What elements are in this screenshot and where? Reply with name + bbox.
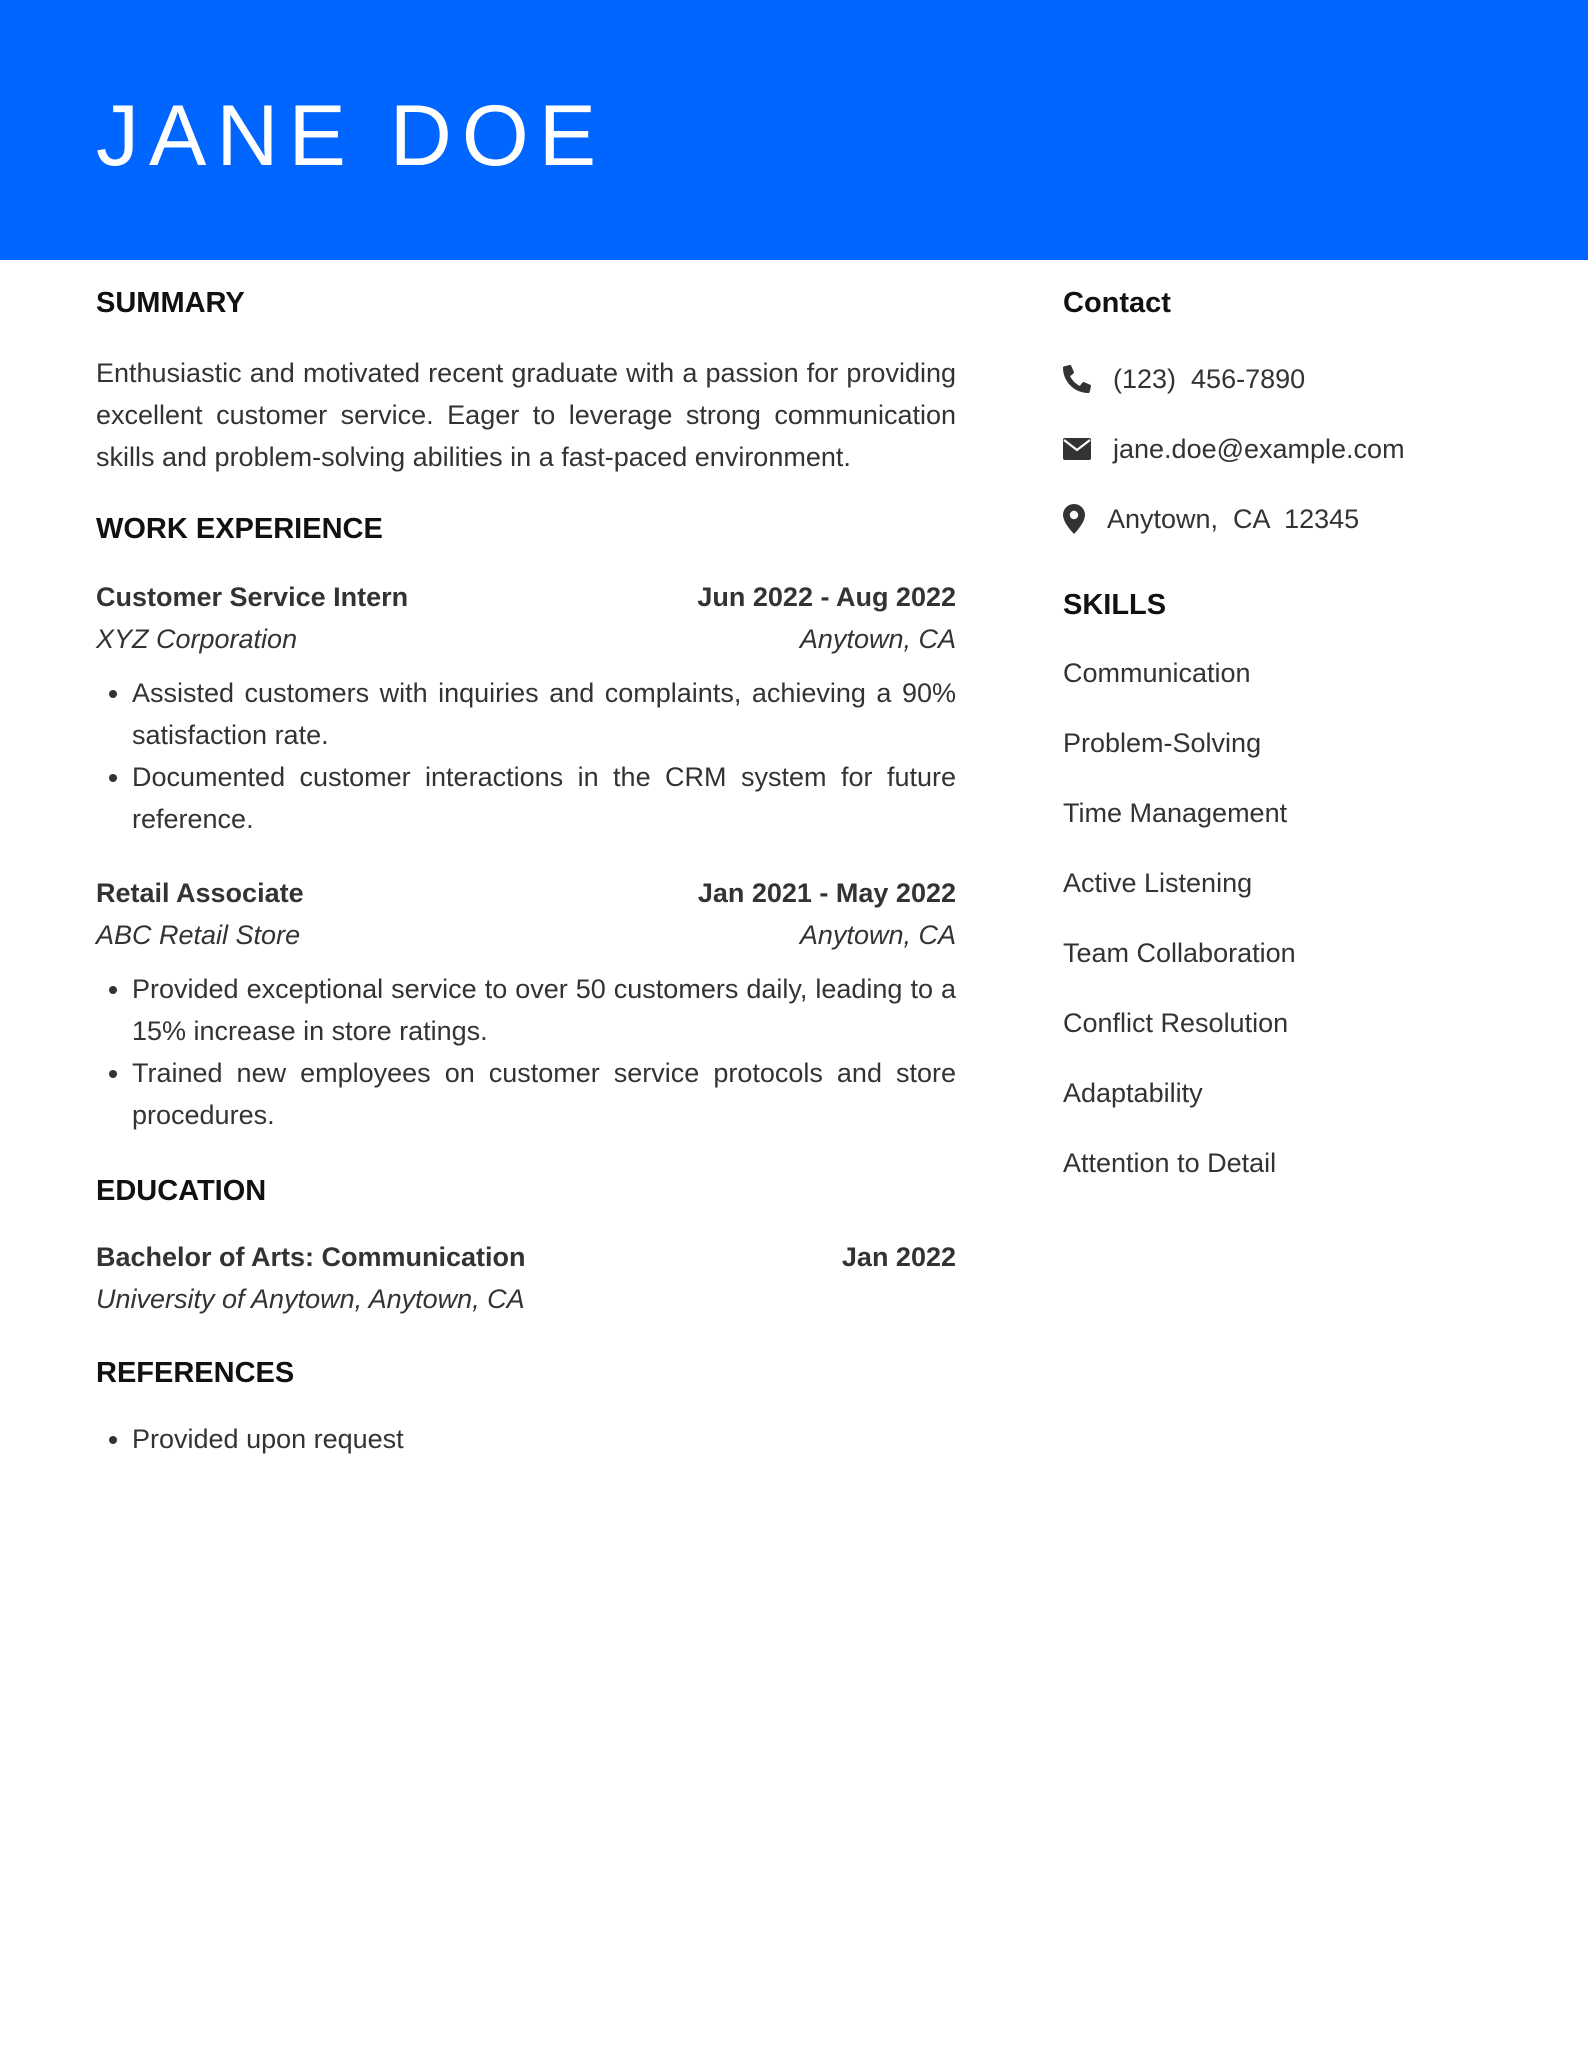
summary-text: Enthusiastic and motivated recent graduate with a passion for providing excellent customer service. Eager to leverage strong communication skills and problem-solving abilities in a fast-paced environment. [96,358,956,472]
job-sub-row [96,618,956,660]
contact-address-text: Anytown, CA 12345 [1107,504,1360,534]
education-sub-row [96,1278,956,1320]
school-name: University of Anytown, Anytown, CA [96,1284,525,1314]
job-location: Anytown, CA [799,920,956,950]
references-list [96,1418,956,1460]
work-experience-heading: WORK EXPERIENCE [96,513,383,545]
skill-item: Active Listening [1063,868,1253,898]
job-title: Customer Service Intern [96,582,409,612]
contact-phone [1063,358,1503,400]
contact-heading: Contact [1063,287,1171,319]
envelope-icon [1063,434,1093,464]
reference-item: • Provided upon request [132,1418,956,1460]
skill-item: Adaptability [1063,1078,1203,1108]
skill-item: Conflict Resolution [1063,1008,1289,1038]
skills-heading: SKILLS [1063,589,1167,621]
contact-phone-text: (123) 456-7890 [1113,364,1306,394]
job-sub-row [96,914,956,956]
job-dates: Jan 2021 - May 2022 [697,878,956,908]
skill-item: Time Management [1063,798,1288,828]
skills-list [1063,652,1503,1184]
skill-item: Communication [1063,658,1251,688]
references-section [96,1356,956,1460]
job-location: Anytown, CA [799,624,956,654]
sidebar-column [1063,286,1503,1184]
references-heading: REFERENCES [96,1357,295,1389]
job-bullets [96,968,956,1136]
contact-address [1063,498,1503,540]
education-header-row [96,1236,956,1278]
job-entry [96,872,956,1136]
education-section [96,1174,956,1320]
contact-email-text: jane.doe@example.com [1113,434,1405,464]
education-entry [96,1236,956,1320]
job-header-row [96,576,956,618]
education-heading: EDUCATION [96,1175,267,1207]
degree-title: Bachelor of Arts: Communication [96,1242,526,1272]
job-company: ABC Retail Store [96,920,301,950]
summary-section [96,286,956,478]
skill-item: Attention to Detail [1063,1148,1277,1178]
header-banner [0,0,1588,260]
job-company: XYZ Corporation [96,624,298,654]
contact-email [1063,428,1503,470]
phone-icon [1063,364,1093,394]
job-title: Retail Associate [96,878,304,908]
summary-heading: SUMMARY [96,287,245,319]
map-pin-icon [1063,504,1087,534]
job-dates: Jun 2022 - Aug 2022 [697,582,956,612]
work-experience-section [96,512,956,1136]
job-header-row [96,872,956,914]
degree-date: Jan 2022 [841,1242,956,1272]
job-bullet: • Trained new employees on customer service protocols and store procedures. [132,1052,956,1136]
job-bullets [96,672,956,840]
skill-item: Team Collaboration [1063,938,1296,968]
contact-section [1063,286,1503,540]
skill-item: Problem-Solving [1063,728,1262,758]
skills-section [1063,588,1503,1184]
job-bullet: • Assisted customers with inquiries and complaints, achieving a 90% satisfaction rate. [132,672,956,756]
job-bullet: • Provided exceptional service to over 50 customers daily, leading to a 15% increase in store ratings. [132,968,956,1052]
candidate-name: JANE DOE [96,88,607,184]
job-bullet: • Documented customer interactions in the CRM system for future reference. [132,756,956,840]
job-entry [96,576,956,840]
main-column [96,286,956,1460]
